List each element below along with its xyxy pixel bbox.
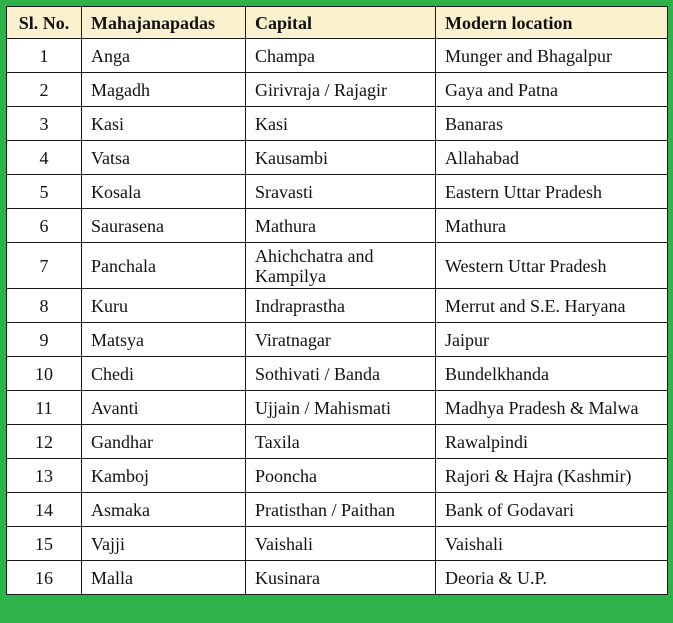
cell-mahajanapada: Anga (82, 39, 246, 73)
cell-capital: Pooncha (246, 459, 436, 493)
table-body (7, 39, 668, 595)
table-row (7, 357, 668, 391)
cell-capital: Mathura (246, 209, 436, 243)
table-row (7, 561, 668, 595)
cell-capital: Vaishali (246, 527, 436, 561)
cell-mahajanapada: Kosala (82, 175, 246, 209)
header-capital: Capital (246, 7, 436, 39)
cell-modern-location: Mathura (436, 209, 668, 243)
cell-serial-no: 7 (7, 243, 82, 289)
table-row (7, 107, 668, 141)
table-row (7, 391, 668, 425)
mahajanapadas-table (6, 6, 668, 595)
cell-serial-no: 14 (7, 493, 82, 527)
cell-modern-location: Allahabad (436, 141, 668, 175)
cell-capital: Kausambi (246, 141, 436, 175)
cell-mahajanapada: Chedi (82, 357, 246, 391)
cell-serial-no: 10 (7, 357, 82, 391)
cell-mahajanapada: Malla (82, 561, 246, 595)
table-row (7, 39, 668, 73)
cell-modern-location: Madhya Pradesh & Malwa (436, 391, 668, 425)
cell-capital: Girivraja / Rajagir (246, 73, 436, 107)
cell-serial-no: 16 (7, 561, 82, 595)
cell-capital: Kusinara (246, 561, 436, 595)
cell-mahajanapada: Avanti (82, 391, 246, 425)
cell-modern-location: Bank of Godavari (436, 493, 668, 527)
cell-serial-no: 15 (7, 527, 82, 561)
cell-mahajanapada: Gandhar (82, 425, 246, 459)
table-row (7, 243, 668, 289)
table-row (7, 73, 668, 107)
cell-modern-location: Bundelkhanda (436, 357, 668, 391)
cell-serial-no: 11 (7, 391, 82, 425)
cell-capital: Viratnagar (246, 323, 436, 357)
cell-serial-no: 2 (7, 73, 82, 107)
cell-capital: Ujjain / Mahismati (246, 391, 436, 425)
header-modern-location: Modern location (436, 7, 668, 39)
cell-modern-location: Deoria & U.P. (436, 561, 668, 595)
cell-modern-location: Munger and Bhagalpur (436, 39, 668, 73)
cell-capital: Champa (246, 39, 436, 73)
cell-capital: Kasi (246, 107, 436, 141)
cell-serial-no: 12 (7, 425, 82, 459)
cell-modern-location: Rawalpindi (436, 425, 668, 459)
cell-serial-no: 8 (7, 289, 82, 323)
cell-mahajanapada: Panchala (82, 243, 246, 289)
cell-modern-location: Rajori & Hajra (Kashmir) (436, 459, 668, 493)
cell-mahajanapada: Kasi (82, 107, 246, 141)
header-serial-no: Sl. No. (7, 7, 82, 39)
cell-capital: Ahichchatra and Kampilya (246, 243, 436, 289)
cell-modern-location: Banaras (436, 107, 668, 141)
table-row (7, 175, 668, 209)
table-header (7, 7, 668, 39)
cell-capital: Pratisthan / Paithan (246, 493, 436, 527)
cell-modern-location: Jaipur (436, 323, 668, 357)
cell-mahajanapada: Vatsa (82, 141, 246, 175)
cell-mahajanapada: Asmaka (82, 493, 246, 527)
cell-mahajanapada: Saurasena (82, 209, 246, 243)
cell-capital: Taxila (246, 425, 436, 459)
cell-capital: Sravasti (246, 175, 436, 209)
header-mahajanapadas: Mahajanapadas (82, 7, 246, 39)
cell-serial-no: 4 (7, 141, 82, 175)
cell-modern-location: Western Uttar Pradesh (436, 243, 668, 289)
cell-serial-no: 5 (7, 175, 82, 209)
cell-mahajanapada: Vajji (82, 527, 246, 561)
table-row (7, 323, 668, 357)
table-row (7, 493, 668, 527)
cell-mahajanapada: Matsya (82, 323, 246, 357)
cell-serial-no: 1 (7, 39, 82, 73)
table-row (7, 425, 668, 459)
cell-modern-location: Gaya and Patna (436, 73, 668, 107)
cell-serial-no: 6 (7, 209, 82, 243)
table-row (7, 141, 668, 175)
cell-mahajanapada: Kuru (82, 289, 246, 323)
table-row (7, 459, 668, 493)
table-row (7, 289, 668, 323)
header-row (7, 7, 668, 39)
cell-capital: Sothivati / Banda (246, 357, 436, 391)
cell-capital: Indraprastha (246, 289, 436, 323)
cell-serial-no: 3 (7, 107, 82, 141)
cell-mahajanapada: Kamboj (82, 459, 246, 493)
cell-serial-no: 9 (7, 323, 82, 357)
table-row (7, 527, 668, 561)
cell-modern-location: Merrut and S.E. Haryana (436, 289, 668, 323)
table-row (7, 209, 668, 243)
cell-serial-no: 13 (7, 459, 82, 493)
cell-modern-location: Vaishali (436, 527, 668, 561)
cell-mahajanapada: Magadh (82, 73, 246, 107)
cell-modern-location: Eastern Uttar Pradesh (436, 175, 668, 209)
